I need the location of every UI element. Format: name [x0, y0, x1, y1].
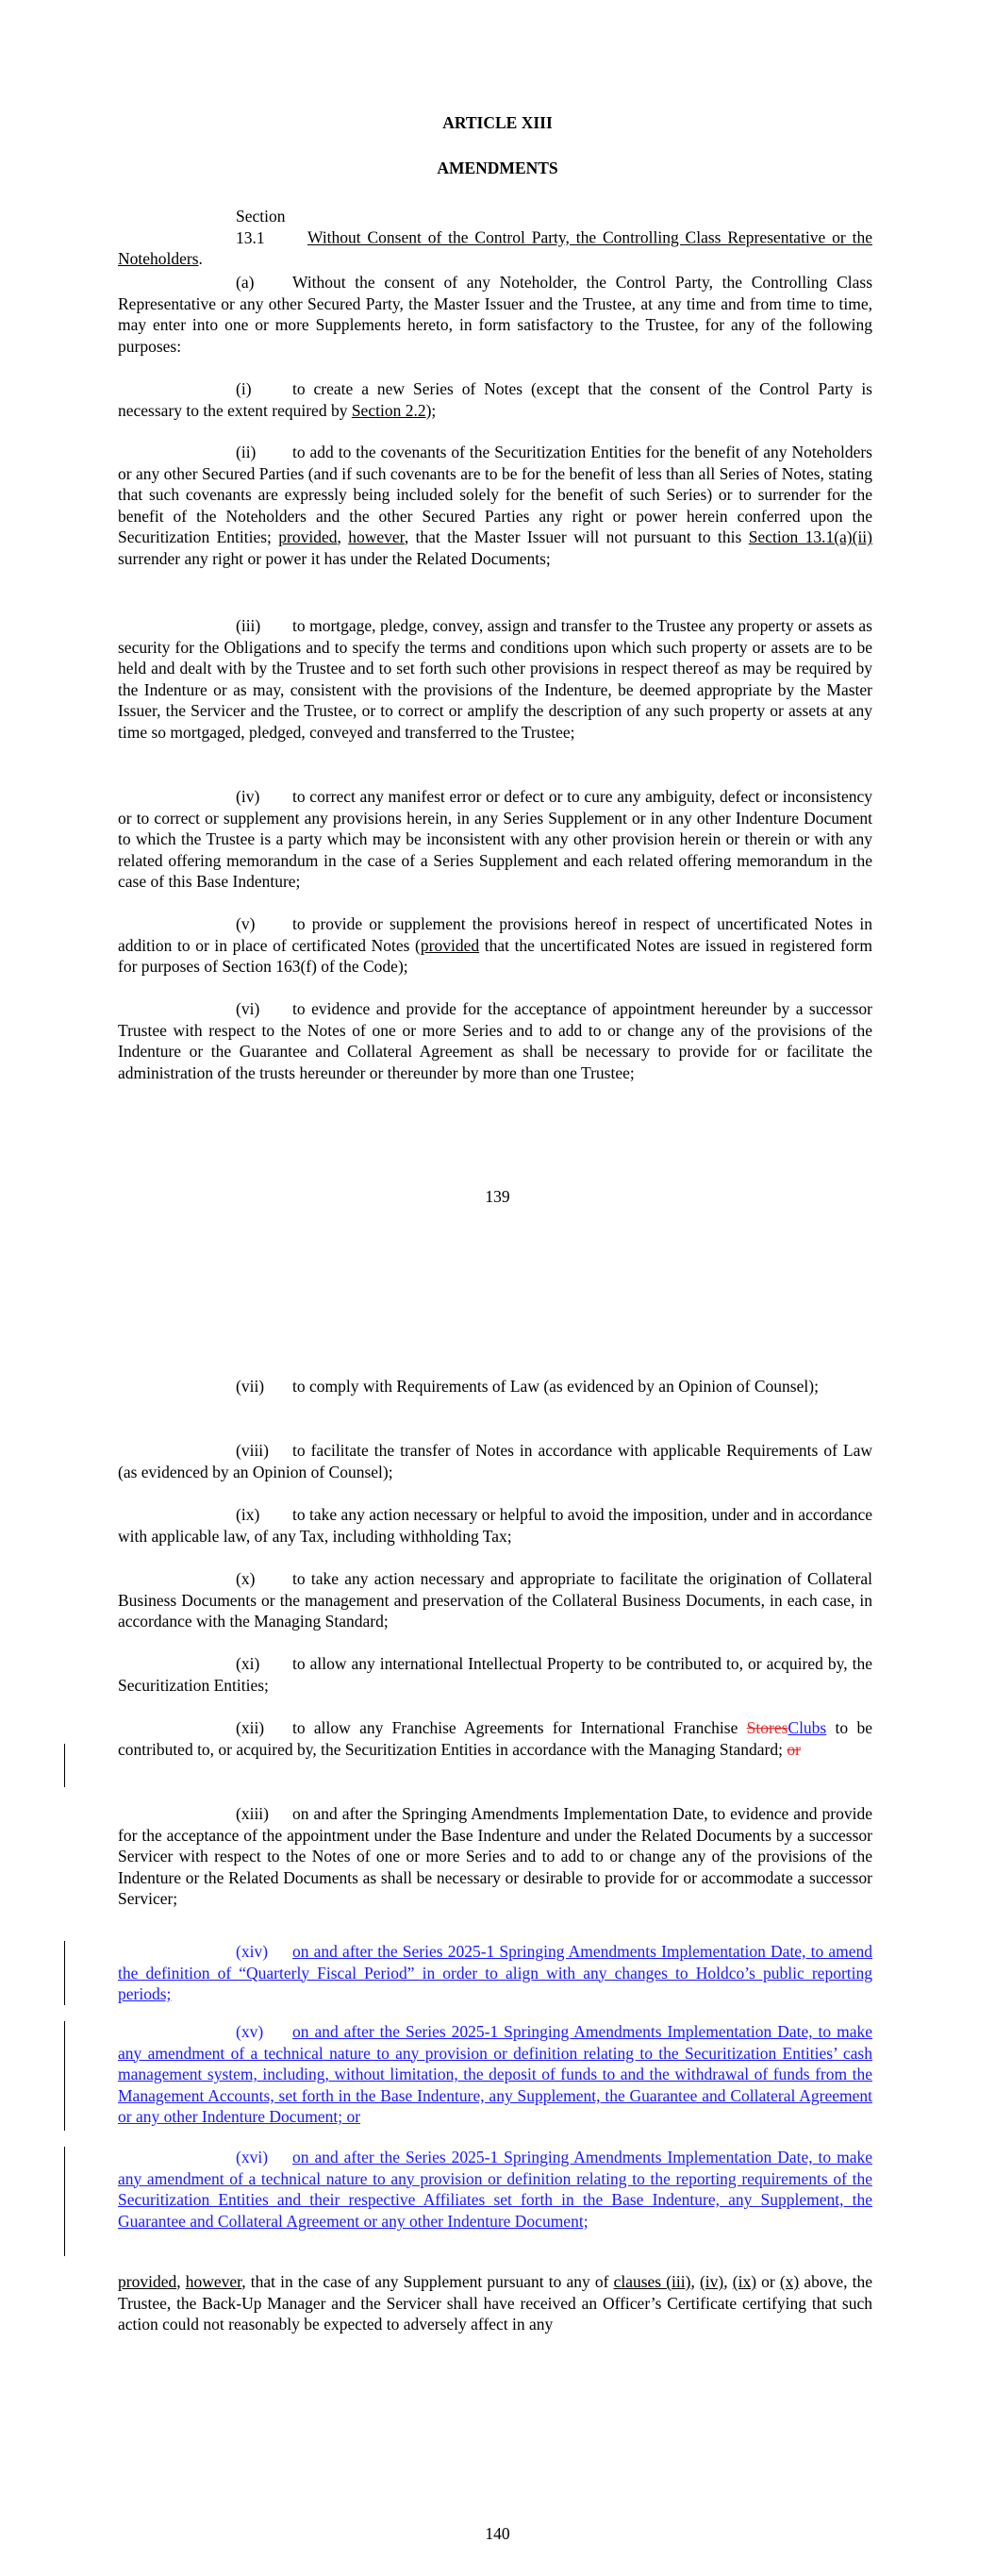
document-page-140	[0, 1349, 995, 2576]
clause-iv: (iv) to correct any manifest error or defect or to cure any ambiguity, defect or inconsistency or to correct or supplement any provisions herein, in any Series Supplement or in any other Indenture Document to which the Trustee is a party which may be inconsistent with any other provision herein or therein or with any related offering memorandum in the case of a Series Supplement and each related offering memorandum in the case of this Base Indenture;	[118, 787, 872, 892]
clause-label: (iii)	[236, 616, 261, 635]
clause-label: (xii)	[236, 1718, 265, 1737]
paragraph-label: (a)	[236, 273, 255, 292]
clause-label: (vii)	[236, 1377, 265, 1396]
section-number: Section 13.1	[236, 207, 286, 247]
change-bar	[64, 2021, 65, 2131]
cross-reference: (x)	[779, 2272, 800, 2291]
clause-i: (i) to create a new Series of Notes (except that the consent of the Control Party is necessary to the extent required by Section 2.2);	[118, 379, 872, 420]
article-subtitle: AMENDMENTS	[437, 159, 558, 177]
clause-x: (x) to take any action necessary and appropriate to facilitate the origination of Collateral Business Documents or the management and preservation of the Collateral Business Documents, in each case, in accordance with the Managing Standard;	[118, 1569, 872, 1631]
clause-vi: (vi) to evidence and provide for the acceptance of appointment hereunder by a successor Trustee with respect to the Notes of one or more Series and to add to or change any of the provisions of the Indenture or the Guarantee and Collateral Agreement as shall be necessary to provide for or facilitate the administration of the trusts hereunder or thereunder by more than one Trustee;	[118, 999, 872, 1082]
change-bar	[64, 1941, 65, 2005]
clause-xii: (xii) to allow any Franchise Agreements for International Franchise StoresClubs to be contributed to, or acquired by, the Securitization Entities in accordance with the Managing Standard; or	[118, 1718, 872, 1759]
article-title: ARTICLE XIII	[442, 113, 553, 132]
cross-reference: clauses (iii)	[613, 2272, 691, 2291]
clause-label: (xv)	[236, 2022, 264, 2041]
clause-label: (xvi)	[236, 2148, 269, 2166]
cross-reference: (ix)	[732, 2272, 757, 2291]
clause-xiv-inserted: (xiv) on and after the Series 2025-1 Springing Amendments Implementation Date, to amend the definition of “Quarterly Fiscal Period” in order to align with any changes to Holdco’s public reporting periods;	[118, 1942, 872, 2004]
paragraph-a	[118, 272, 872, 357]
section-13-1-heading: Section 13.1 Without Consent of the Control Party, the Controlling Class Representative or the Noteholders.	[118, 207, 872, 269]
clause-ix: (ix) to take any action necessary or helpful to avoid the imposition, under and in accordance with applicable law, of any Tax, including withholding Tax;	[118, 1505, 872, 1546]
clause-label: (ii)	[236, 443, 257, 461]
change-bar	[64, 1744, 65, 1787]
clause-label: (vi)	[236, 999, 260, 1018]
clause-ii: (ii) to add to the covenants of the Securitization Entities for the benefit of any Noteholders or any other Secured Parties (and if such covenants are to be for the benefit of less than all Series of Notes, stating that such covenants are expressly being included solely for the benefit of such Series) or to surrender for the benefit of the Noteholders and the other Secured Parties any right or power herein conferred upon the Securitization Entities; provided, however, that the Master Issuer will not pursuant to this Section 13.1(a)(ii) surrender any right or power it has under the Related Documents;	[118, 443, 872, 568]
cross-reference: Section 2.2	[351, 400, 426, 420]
cross-reference: Section 13.1(a)(ii)	[748, 527, 872, 547]
inserted-text: Clubs	[788, 1718, 827, 1737]
deleted-text: or	[787, 1739, 801, 1759]
proviso-paragraph: provided, however, that in the case of any Supplement pursuant to any of clauses (iii), (iv), (ix) or (x) above, the Trustee, the Back-Up Manager and the Servicer shall have received an Officer’s Certificate certifying that such action could not reasonably be expected to adversely affect in any	[118, 2272, 873, 2334]
clause-label: (xiii)	[236, 1804, 269, 1823]
page-number: 140	[485, 2524, 510, 2543]
change-bar	[64, 2147, 65, 2256]
deleted-text: Stores	[746, 1718, 788, 1737]
cross-reference: (iv)	[699, 2272, 724, 2291]
clause-v: (v) to provide or supplement the provisions hereof in respect of uncertificated Notes in addition to or in place of certificated Notes (provided that the uncertificated Notes are issued in registered form for purposes of Section 163(f) of the Code);	[118, 914, 872, 977]
clause-label: (v)	[236, 914, 256, 933]
clause-label: (viii)	[236, 1441, 269, 1460]
clause-label: (x)	[236, 1569, 256, 1588]
clause-label: (i)	[236, 379, 252, 398]
clause-iii: (iii) to mortgage, pledge, convey, assign and transfer to the Trustee any property or assets as security for the Obligations and to specify the terms and conditions upon which such property or assets are to be held and dealt with by the Trustee and to set forth such other provisions in respect thereof as may be required by the Indenture or as may, consistent with the provisions of the Indenture, be deemed appropriate by the Master Issuer, the Servicer and the Trustee, or to correct or amplify the description of any such property or assets at any time so mortgaged, pledged, conveyed and transferred to the Trustee;	[118, 616, 872, 742]
clause-viii: (viii) to facilitate the transfer of Notes in accordance with applicable Requirements of Law (as evidenced by an Opinion of Counsel);	[118, 1441, 872, 1481]
clause-label: (xi)	[236, 1654, 260, 1673]
clause-label: (iv)	[236, 787, 260, 806]
section-title: Without Consent of the Control Party, the Controlling Class Representative or the Noteholders	[118, 227, 872, 269]
paragraph-text: Without the consent of any Noteholder, the Control Party, the Controlling Class Representative or any other Secured Party, the Master Issuer and the Trustee, at any time and from time to time, may enter into one or more Supplements hereto, in form satisfactory to the Trustee, for any of the following purposes:	[118, 273, 872, 356]
clause-xv-inserted: (xv) on and after the Series 2025-1 Springing Amendments Implementation Date, to make any amendment of a technical nature to any provision or definition relating to the Securitization Entities’ cash management system, including, without limitation, the deposit of funds to and the withdrawal of funds from the Management Accounts, set forth in the Base Indenture, any Supplement, the Guarantee and Collateral Agreement or any other Indenture Document; or	[118, 2022, 872, 2127]
clause-xvi-inserted: (xvi) on and after the Series 2025-1 Springing Amendments Implementation Date, to make any amendment of a technical nature to any provision or definition relating to the reporting requirements of the Securitization Entities and their respective Affiliates set forth in the Base Indenture, any Supplement, the Guarantee and Collateral Agreement or any other Indenture Document;	[118, 2148, 872, 2231]
clause-xi: (xi) to allow any international Intellectual Property to be contributed to, or acquired by, the Securitization Entities;	[118, 1654, 872, 1695]
clause-vii: (vii) to comply with Requirements of Law (as evidenced by an Opinion of Counsel);	[236, 1377, 819, 1396]
clause-xiii: (xiii) on and after the Springing Amendments Implementation Date, to evidence and provide for the acceptance of the appointment under the Base Indenture and under the Related Documents by a successor Servicer with respect to the Notes of one or more Series and to add to or change any of the provisions of the Indenture or the Related Documents as shall be necessary or desirable to provide for or accommodate a successor Servicer;	[118, 1804, 872, 1909]
clause-label: (xiv)	[236, 1942, 269, 1961]
clause-label: (ix)	[236, 1505, 260, 1524]
page-number: 139	[485, 1187, 510, 1206]
